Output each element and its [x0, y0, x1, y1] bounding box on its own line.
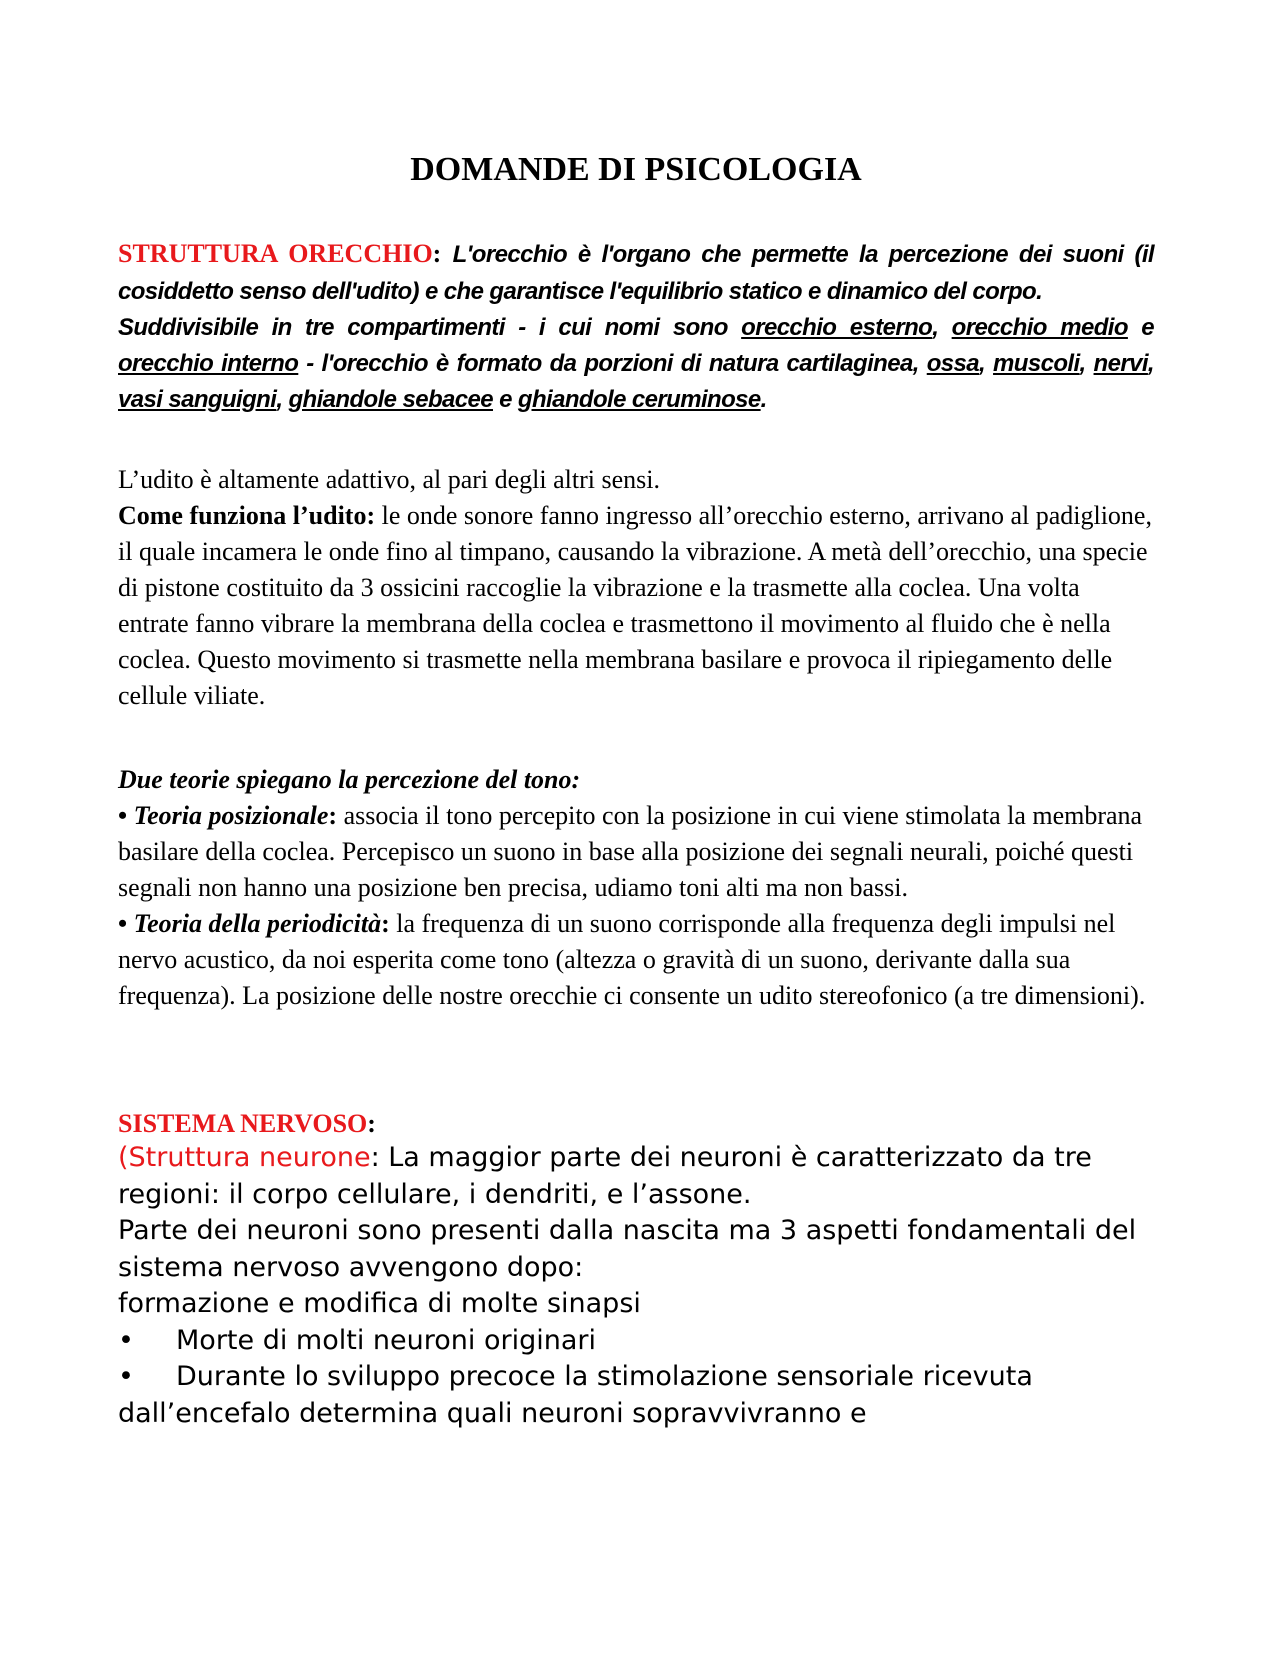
teoria-posizionale-text: associa il tono percepito con la posizione in cui viene stimolata la membrana basilare della coclea. Percepisco un suono in base alla posizione dei segnali neurali, poiché questi: [118, 801, 1143, 866]
teoria-periodicita-paragraph: [118, 906, 1154, 1014]
bullet: •: [118, 801, 128, 830]
section-struttura-orecchio: [118, 236, 1154, 418]
section-sistema-nervoso: [118, 1140, 1154, 1432]
term-orecchio-interno: orecchio interno: [118, 350, 299, 377]
compartments-lead: Suddivisibile in tre compartimenti - i cui nomi sono: [118, 314, 728, 341]
teoria-periodicita-text: la frequenza di un suono corrisponde alla frequenza degli impulsi nel nervo acustico, da noi esperita come tono (altezza o gravità di un suono, derivante dalla sua frequenza). La posizione delle nostre orecchie ci consente un udito stereofonico (a tre dimensioni).: [118, 909, 1146, 1010]
teoria-posizionale-paragraph: [118, 798, 1154, 870]
sinapsi-line: formazione e modifica di molte sinapsi: [118, 1288, 641, 1319]
sistema-nervoso-heading-line: [118, 1106, 1154, 1142]
label-colon: :: [328, 801, 338, 830]
sistema-nervoso-heading: [118, 1106, 1154, 1142]
page-title: DOMANDE DI PSICOLOGIA: [410, 151, 862, 188]
section-label-orecchio: STRUTTURA ORECCHIO: [118, 239, 433, 268]
teoria-periodicita-label: Teoria della periodicità: [133, 909, 382, 938]
section-teorie-tono: [118, 762, 1154, 1014]
list-item: [118, 1323, 1154, 1360]
udito-adattivo-text: L’udito è altamente adattivo, al pari degli altri sensi.: [118, 465, 660, 494]
teorie-heading: Due teorie spiegano la percezione del tono:: [118, 765, 581, 794]
conjunction: e: [1141, 314, 1155, 341]
come-funziona-text: le onde sonore fanno ingresso all’orecchio esterno, arrivano al padiglione, il quale incamera le onde fino al timpano, causando la vibrazione. A metà dell’orecchio, una specie di pistone costituito da 3 ossicini raccoglie la vibrazione e la trasmette alla coclea. Una volta entrate fanno vibrare la membrana della coclea e trasmettono il movimento al fluido che è nella coclea. Questo movimento si trasmette nella membrana basilare e provoca il ripiegamento delle cellule viliate.: [118, 501, 1152, 710]
come-funziona-paragraph: [118, 498, 1154, 714]
bullet: •: [118, 1324, 134, 1356]
term-ghiandole-ceruminose: ghiandole ceruminose: [517, 386, 761, 413]
neuroni-nascita-paragraph: Parte dei neuroni sono presenti dalla nascita ma 3 aspetti fondamentali del sistema nervoso avvengono dopo:: [118, 1215, 1137, 1283]
orecchio-compartments-paragraph: Suddivisibile in tre compartimenti - i cui nomi sono orecchio esterno, orecchio medio e orecchio interno - l'orecchio è formato da porzioni di natura cartilaginea, ossa, muscoli, nervi, vasi sanguigni, ghiandole sebacee e ghiandole ceruminose.: [118, 314, 1155, 413]
term-ossa: ossa: [926, 350, 980, 377]
list-item: [118, 1359, 1154, 1432]
struttura-neurone-paragraph: [118, 1140, 1154, 1213]
section-label-sistema-nervoso: SISTEMA NERVOSO: [118, 1109, 368, 1138]
bullet: •: [118, 909, 128, 938]
list-item-text: Morte di molti neuroni originari: [176, 1324, 596, 1356]
term-nervi: nervi: [1093, 350, 1148, 377]
struttura-neurone-text: : La maggior parte dei neuroni è caratterizzato da tre regioni: il corpo cellulare, i dendriti, e l’assone.: [118, 1142, 1092, 1210]
label-colon: :: [367, 1109, 376, 1138]
term-ghiandole-sebacee: ghiandole sebacee: [288, 386, 493, 413]
come-funziona-label: Come funziona l’udito:: [118, 501, 376, 530]
list-item-text: Durante lo sviluppo precoce la stimolazione sensoriale ricevuta dall’encefalo determina quali neuroni sopravvivranno e: [118, 1361, 1033, 1429]
term-orecchio-esterno: orecchio esterno: [741, 314, 933, 341]
teoria-posizionale-label: Teoria posizionale: [133, 801, 329, 830]
orecchio-intro-paragraph: [118, 236, 1154, 310]
teoria-posizionale-continued: segnali non hanno una posizione ben precisa, udiamo toni alti ma non bassi.: [118, 873, 908, 902]
section-udito: [118, 462, 1154, 714]
end-period: .: [760, 386, 767, 413]
struttura-neurone-label: (Struttura neurone: [118, 1142, 371, 1173]
orecchio-intro-text: L'orecchio è l'organo che permette la percezione dei suoni (il cosiddetto senso dell'udito) e che garantisce l'equilibrio statico e dinamico del corpo.: [118, 241, 1154, 305]
conjunction: e: [499, 386, 512, 413]
label-colon: :: [432, 239, 442, 268]
bullet: •: [118, 1361, 134, 1392]
term-orecchio-medio: orecchio medio: [951, 314, 1128, 341]
term-muscoli: muscoli: [993, 350, 1080, 377]
compartments-mid: - l'orecchio è formato da porzioni di natura cartilaginea,: [306, 350, 919, 377]
label-colon: :: [381, 909, 390, 938]
term-vasi-sanguigni: vasi sanguigni: [118, 386, 277, 413]
